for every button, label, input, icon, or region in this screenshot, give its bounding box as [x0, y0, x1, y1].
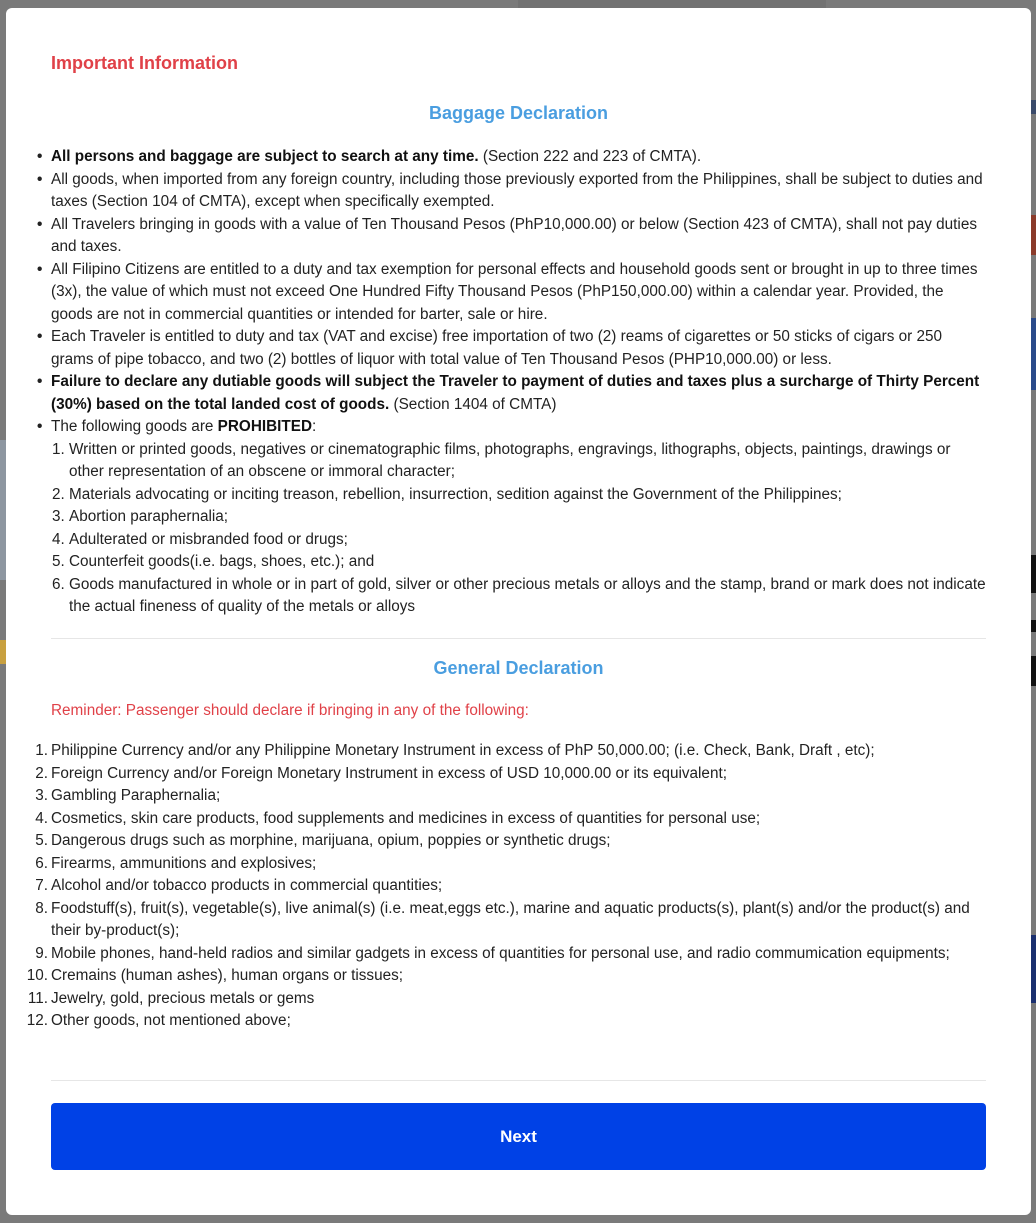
item-number: 10.	[26, 967, 48, 984]
rule-text: All Travelers bringing in goods with a value of Ten Thousand Pesos (PhP10,000.00) or below (Section 423 of CMTA), shall not pay duties and taxes.	[51, 215, 977, 255]
rule-text: All Filipino Citizens are entitled to a duty and tax exemption for personal effects and household goods sent or brought in up to three times (3x), the value of which must not exceed One Hundred Fifty Thousand Pesos (PhP150,000.00) within a calendar year. Provided, the goods are not in commercial quantities or intended for barter, sale or hire.	[51, 260, 978, 323]
declarable-item	[35, 740, 986, 763]
item-number: 5.	[35, 832, 48, 849]
prohibited-item: 5. Counterfeit goods(i.e. bags, shoes, etc.); and	[69, 551, 986, 574]
item-number: 4.	[35, 809, 48, 827]
background-page-fragment	[1031, 656, 1036, 686]
prohibited-goods-item	[51, 416, 986, 619]
item-text: Alcohol and/or tobacco products in commercial quantities;	[51, 877, 443, 894]
item-text: Dangerous drugs such as morphine, marijuana, opium, poppies or synthetic drugs;	[51, 832, 611, 849]
item-text: Firearms, ammunitions and explosives;	[51, 854, 317, 872]
declaration-reminder: Reminder: Passenger should declare if bringing in any of the following:	[51, 702, 529, 719]
item-text: Philippine Currency and/or any Philippine Monetary Instrument in excess of PhP 50,000.00; (i.e. Check, Bank, Draft , etc);	[51, 742, 875, 759]
item-text: Foreign Currency and/or Foreign Monetary Instrument in excess of USD 10,000.00 or its equivalent;	[51, 764, 727, 782]
declarable-item	[35, 875, 986, 898]
rule-text: Each Traveler is entitled to duty and tax (VAT and excise) free importation of two (2) reams of cigarettes or 50 sticks of cigars or 250 grams of pipe tobacco, and two (2) bottles of liquor with total value of Ten Thousand Pesos (PHP10,000.00) or less.	[51, 328, 943, 368]
declarable-item	[35, 853, 986, 876]
item-number: 2.	[35, 764, 48, 782]
background-page-fragment	[1031, 555, 1036, 593]
prohibited-item: 1. Written or printed goods, negatives or cinematographic films, photographs, engravings, lithographs, objects, paintings, drawings or other representation of an obscene or immoral character;	[69, 439, 986, 484]
background-page-fragment	[1031, 620, 1036, 632]
item-text: Foodstuff(s), fruit(s), vegetable(s), live animal(s) (i.e. meat,eggs etc.), marine and aquatic products(s), plant(s) and/or the product(s) and their by-product(s);	[51, 899, 970, 939]
baggage-rules-list	[51, 146, 986, 619]
background-page-fragment	[1031, 935, 1036, 1003]
declarable-item	[27, 988, 986, 1011]
prohibited-goods-list	[51, 439, 986, 619]
baggage-rule-item	[51, 259, 986, 327]
item-number: 3.	[35, 787, 48, 804]
next-button[interactable]: Next	[51, 1103, 986, 1170]
item-number: 7.	[35, 877, 48, 894]
declarable-item	[35, 785, 986, 808]
baggage-rule-item	[51, 214, 986, 259]
background-page-fragment	[1031, 100, 1036, 114]
item-number: 9.	[35, 944, 48, 962]
prohibited-colon: :	[312, 418, 317, 435]
background-page-fragment	[1031, 318, 1036, 390]
baggage-rule-item	[51, 326, 986, 371]
prohibited-label: PROHIBITED	[217, 418, 313, 435]
rule-text: All goods, when imported from any foreign country, including those previously exported from the Philippines, shall be subject to duties and taxes (Section 104 of CMTA), except when specifically exempted.	[51, 170, 983, 210]
declarable-item	[26, 1010, 986, 1033]
rule-text: (Section 222 and 223 of CMTA).	[478, 148, 702, 165]
footer-divider	[51, 1080, 986, 1081]
prohibited-item: 4. Adulterated or misbranded food or drugs;	[69, 529, 986, 552]
item-number: 8.	[35, 899, 48, 917]
item-number: 1.	[35, 742, 48, 759]
item-text: Jewelry, gold, precious metals or gems	[51, 989, 315, 1007]
declarable-item	[35, 830, 986, 853]
prohibited-item: 6. Goods manufactured in whole or in part of gold, silver or other precious metals or alloys and the stamp, brand or mark does not indicate the actual fineness of quality of the metals or alloys	[69, 574, 986, 619]
item-text: Gambling Paraphernalia;	[51, 787, 221, 804]
background-page-fragment	[518, 0, 826, 8]
declarable-item	[35, 898, 986, 943]
rule-bold-text: Failure to declare any dutiable goods will subject the Traveler to payment of duties and taxes plus a surcharge of Thirty Percent (30%) based on the total landed cost of goods.	[51, 373, 980, 413]
prohibited-item: 2. Materials advocating or inciting treason, rebellion, insurrection, sedition against the Government of the Philippines;	[69, 484, 986, 507]
baggage-rule-item	[51, 371, 986, 416]
prohibited-intro: The following goods are	[51, 418, 218, 435]
item-text: Mobile phones, hand-held radios and similar gadgets in excess of quantities for personal use, and radio commumication equipments;	[51, 944, 950, 962]
important-information-modal	[6, 8, 1031, 1215]
item-number: 12.	[26, 1012, 48, 1029]
rule-text: (Section 1404 of CMTA)	[389, 395, 557, 413]
declarable-item	[35, 808, 986, 831]
prohibited-item: 3. Abortion paraphernalia;	[69, 506, 986, 529]
declarable-items-list	[26, 740, 986, 1033]
item-number: 11.	[27, 989, 48, 1007]
general-declaration-title: General Declaration	[433, 658, 604, 678]
declarable-item	[35, 943, 986, 966]
item-text: Cremains (human ashes), human organs or tissues;	[51, 967, 403, 984]
item-text: Cosmetics, skin care products, food supplements and medicines in excess of quantities for personal use;	[51, 809, 761, 827]
item-number: 6.	[35, 854, 48, 872]
baggage-declaration-title: Baggage Declaration	[428, 103, 609, 123]
baggage-rule-item	[51, 146, 986, 169]
item-text: Other goods, not mentioned above;	[51, 1012, 291, 1029]
baggage-rule-item	[51, 169, 986, 214]
background-page-fragment	[1031, 215, 1036, 255]
rule-bold-text: All persons and baggage are subject to search at any time.	[51, 148, 479, 165]
declarable-item	[26, 965, 986, 988]
section-divider	[51, 638, 986, 639]
declarable-item	[35, 763, 986, 786]
modal-title: Important Information	[51, 53, 238, 73]
